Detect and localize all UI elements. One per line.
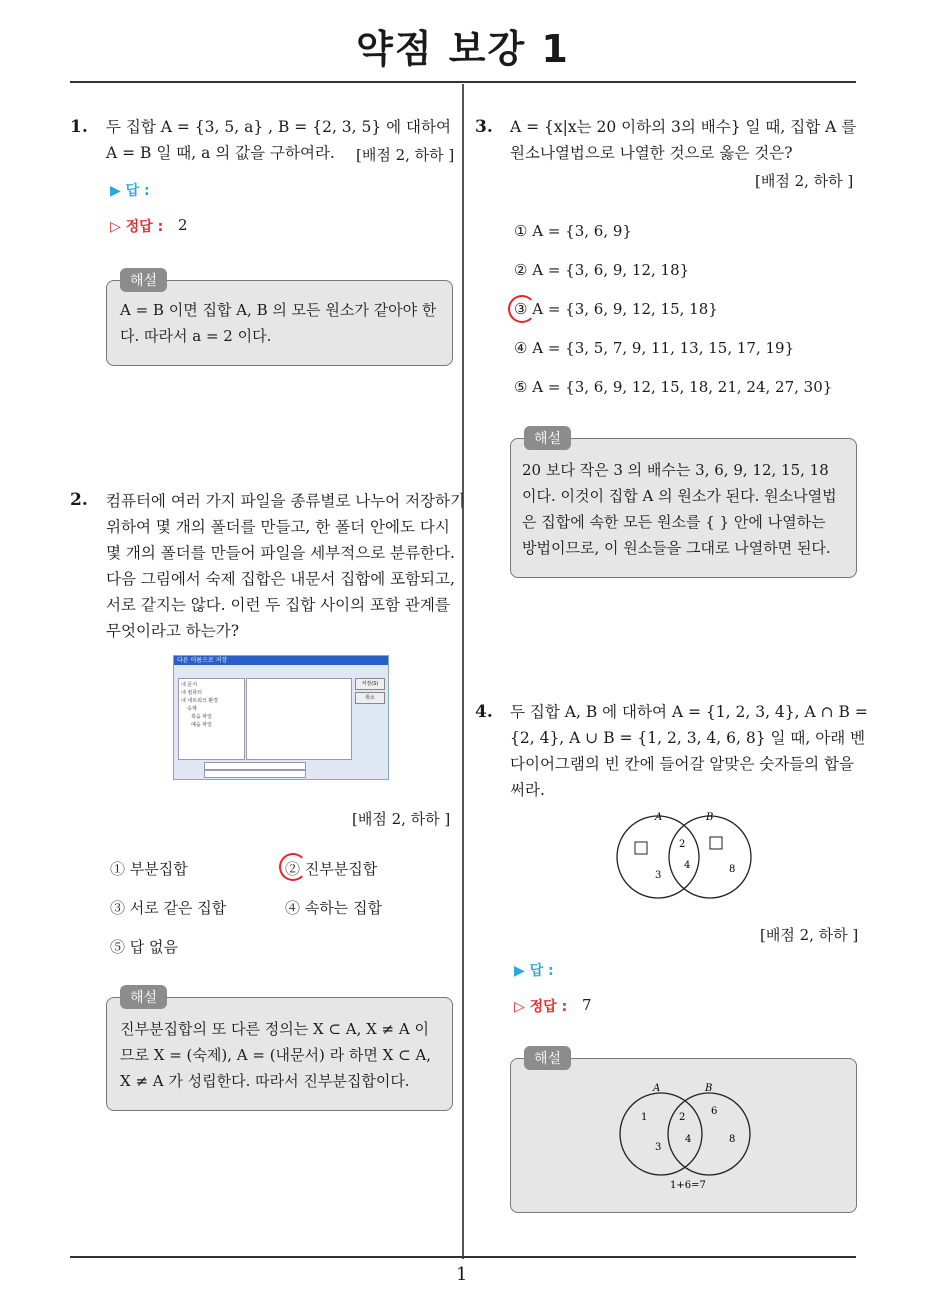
q4-explanation-venn (605, 1078, 765, 1198)
q3-score: [배점 2, 하하 ] (755, 172, 854, 190)
q1-score: [배점 2, 하하 ] (356, 146, 455, 164)
q3-choice-2: ② A = {3, 6, 9, 12, 18} (514, 261, 690, 279)
q2-line3: 몇 개의 폴더를 만들어 파일을 세부적으로 분류한다. (106, 544, 455, 562)
q2-line5: 서로 같지는 않다. 이런 두 집합 사이의 포함 관계를 (106, 596, 450, 614)
q3-number: 3. (475, 117, 493, 137)
venn-label-a: A (655, 812, 663, 823)
q3-expl-line2: 이다. 이것이 집합 A 의 원소가 된다. 원소나열법 (522, 487, 837, 505)
q2-score: [배점 2, 하하 ] (352, 810, 451, 828)
q4-correct-label: ▷ 정답 : (514, 999, 568, 1015)
q2-answer-circle-mark (279, 853, 307, 881)
q2-explanation-tag: 해설 (120, 985, 167, 1009)
q4-correct-value: 7 (582, 996, 592, 1014)
q1-expl-line1: A = B 이면 집합 A, B 의 모든 원소가 같아야 한 (120, 301, 437, 319)
q4-answer-label: ▶ 답 : (514, 963, 554, 979)
expl-venn-circle-b (668, 1093, 750, 1175)
q2-line2: 위하여 몇 개의 폴더를 만들고, 한 폴더 안에도 다시 (106, 518, 450, 536)
venn-number: 4 (684, 860, 691, 871)
expl-venn-number: 6 (711, 1106, 718, 1117)
q2-expl-line1: 진부분집합의 또 다른 정의는 X ⊂ A, X ≠ A 이 (120, 1020, 429, 1038)
venn-circle-a (617, 816, 699, 898)
q3-line2: 원소나열법으로 나열한 것으로 옳은 것은? (510, 144, 793, 162)
q4-number: 4. (475, 702, 493, 722)
q2-expl-line3: X ≠ A 가 성립한다. 따라서 진부분집합이다. (120, 1072, 410, 1090)
q4-explanation-tag: 해설 (524, 1046, 571, 1070)
q2-choice-4: ④ 속하는 집합 (285, 899, 382, 917)
venn-number: 8 (729, 864, 736, 875)
q2-number: 2. (70, 490, 88, 510)
q2-line6: 무엇이라고 하는가? (106, 622, 240, 640)
expl-venn-number: 3 (655, 1142, 662, 1153)
expl-venn-label-a: A (653, 1083, 661, 1094)
venn-blank-box-a (635, 842, 647, 854)
dialog-titlebar: 다른 이름으로 저장 (174, 656, 388, 665)
dialog-cancel-button: 취소 (355, 692, 385, 704)
venn-number: 2 (679, 839, 686, 850)
expl-venn-label-b: B (705, 1083, 713, 1094)
q2-choice-5: ⑤ 답 없음 (110, 938, 179, 956)
page-number: 1 (456, 1264, 468, 1285)
q1-expl-line2: 다. 따라서 a = 2 이다. (120, 327, 272, 345)
footer-rule (70, 1256, 856, 1258)
q1-correct-value: 2 (178, 216, 188, 234)
q3-explanation-tag: 해설 (524, 426, 571, 450)
q3-choice-1: ① A = {3, 6, 9} (514, 222, 632, 240)
dialog-filetype-field (204, 770, 306, 778)
q3-expl-line1: 20 보다 작은 3 의 배수는 3, 6, 9, 12, 15, 18 (522, 461, 829, 479)
tree-item: 내 네트워크 환경 (181, 698, 218, 704)
q3-expl-line3: 은 집합에 속한 모든 원소를 { } 안에 나열하는 (522, 513, 826, 531)
q4-score: [배점 2, 하하 ] (760, 926, 859, 944)
q2-choice-3: ③ 서로 같은 집합 (110, 899, 227, 917)
column-divider (462, 84, 464, 1259)
dialog-save-button: 저장(S) (355, 678, 385, 690)
venn-number: 3 (655, 870, 662, 881)
venn-circle-b (669, 816, 751, 898)
q1-answer-label: ▶ 답 : (110, 183, 150, 199)
q2-choice-2: ② 진부분집합 (285, 860, 378, 878)
tree-item: 복습 파일 (191, 714, 212, 720)
expl-venn-number: 8 (729, 1134, 736, 1145)
expl-venn-number: 2 (679, 1112, 686, 1123)
q2-line1: 컴퓨터에 여러 가지 파일을 종류별로 나누어 저장하기 (106, 492, 465, 510)
q1-line1: 두 집합 A = {3, 5, a} , B = {2, 3, 5} 에 대하여 (106, 118, 451, 136)
q4-line2: {2, 4}, A ∪ B = {1, 2, 3, 4, 6, 8} 일 때, 아래 벤 (510, 729, 866, 747)
expl-venn-sum: 1+6=7 (670, 1180, 706, 1191)
q2-expl-line2: 므로 X = (숙제), A = (내문서) 라 하면 X ⊂ A, (120, 1046, 432, 1064)
q4-venn-diagram (600, 805, 770, 905)
q1-line2: A = B 일 때, a 의 값을 구하여라. (106, 144, 335, 162)
q3-choice-3: ③ A = {3, 6, 9, 12, 15, 18} (514, 300, 718, 318)
q3-expl-line4: 방법이므로, 이 원소들을 그대로 나열하면 된다. (522, 539, 831, 557)
tree-item: 내 컴퓨터 (181, 690, 202, 696)
venn-label-b: B (706, 812, 714, 823)
q2-line4: 다음 그림에서 숙제 집합은 내문서 집합에 포함되고, (106, 570, 455, 588)
venn-blank-box-b (710, 837, 722, 849)
dialog-file-list (246, 678, 352, 760)
header-rule (70, 81, 856, 83)
page-title: 약점 보강 1 (356, 27, 570, 71)
q1-number: 1. (70, 117, 88, 137)
q3-line1: A = {x|x는 20 이하의 3의 배수} 일 때, 집합 A 를 (510, 118, 857, 136)
q4-line1: 두 집합 A, B 에 대하여 A = {1, 2, 3, 4}, A ∩ B = (510, 703, 868, 721)
q3-choice-4: ④ A = {3, 5, 7, 9, 11, 13, 15, 17, 19} (514, 339, 795, 357)
q1-correct-label: ▷ 정답 : (110, 219, 164, 235)
expl-venn-number: 4 (685, 1134, 692, 1145)
q4-line4: 써라. (510, 781, 545, 799)
q1-explanation-tag: 해설 (120, 268, 167, 292)
tree-item: 내 문서 (181, 682, 198, 688)
q2-choice-1: ① 부분집합 (110, 860, 188, 878)
file-dialog-image (173, 655, 389, 780)
q4-line3: 다이어그램의 빈 칸에 들어갈 알맞은 숫자들의 합을 (510, 755, 854, 773)
tree-item: 예습 파일 (191, 722, 212, 728)
q3-choice-5: ⑤ A = {3, 6, 9, 12, 15, 18, 21, 24, 27, 30} (514, 378, 833, 396)
tree-item: 숙제 (187, 706, 197, 712)
expl-venn-number: 1 (641, 1112, 648, 1123)
dialog-tree (178, 678, 245, 760)
q3-answer-circle-mark (508, 295, 536, 323)
dialog-filename-field (204, 762, 306, 770)
